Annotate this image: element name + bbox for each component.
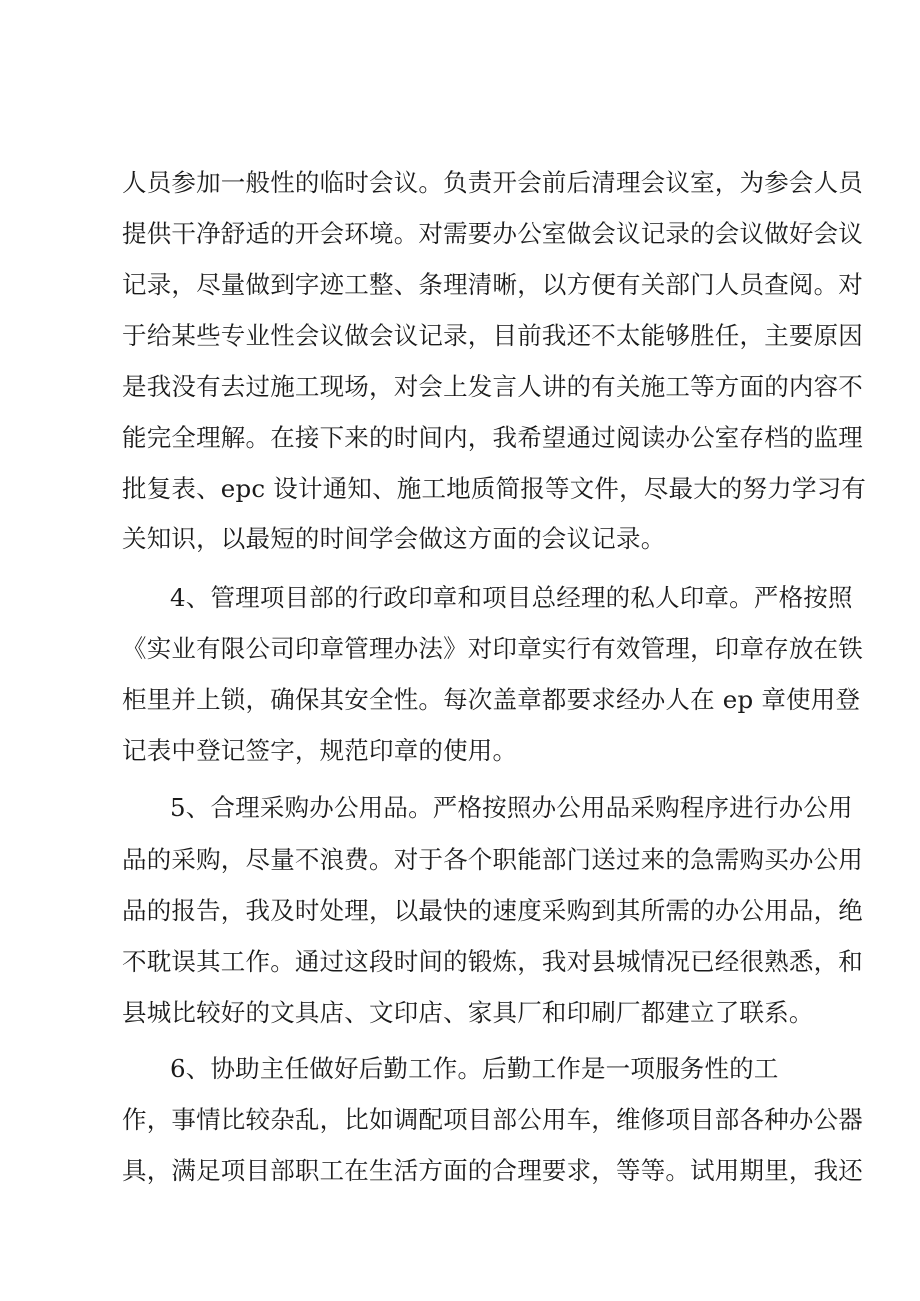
paragraph-6-first-line: 6、协助主任做好后勤工作。后勤工作是一项服务性的工 <box>170 1054 779 1083</box>
text-line: 《实业有限公司印章管理办法》对印章实行有效管理，印章存放在铁 <box>122 634 863 663</box>
text-line: 作，事情比较杂乱，比如调配项目部公用车，维修项目部各种办公器 <box>122 1105 863 1134</box>
text-line: 提供干净舒适的开会环境。对需要办公室做会议记录的会议做好会议 <box>122 219 863 248</box>
text-line: 批复表、epc 设计通知、施工地质简报等文件，尽最大的努力学习有 <box>122 474 867 503</box>
text-line: 记录，尽量做到字迹工整、条理清晰，以方便有关部门人员查阅。对 <box>122 270 863 299</box>
text-line: 具，满足项目部职工在生活方面的合理要求，等等。试用期里，我还 <box>122 1156 863 1185</box>
paragraph-5-first-line: 5、合理采购办公用品。严格按照办公用品采购程序进行办公用 <box>170 793 853 822</box>
text-line: 于给某些专业性会议做会议记录，目前我还不太能够胜任，主要原因 <box>122 321 863 350</box>
text-line: 不耽误其工作。通过这段时间的锻炼，我对县城情况已经很熟悉，和 <box>122 947 863 976</box>
text-line: 是我没有去过施工现场，对会上发言人讲的有关施工等方面的内容不 <box>122 372 863 401</box>
text-line: 关知识，以最短的时间学会做这方面的会议记录。 <box>122 524 666 553</box>
paragraph-4-first-line: 4、管理项目部的行政印章和项目总经理的私人印章。严格按照 <box>170 583 853 612</box>
text-line: 能完全理解。在接下来的时间内，我希望通过阅读办公室存档的监理 <box>122 423 863 452</box>
text-line: 品的报告，我及时处理，以最快的速度采购到其所需的办公用品，绝 <box>122 896 863 925</box>
text-line: 记表中登记签字，规范印章的使用。 <box>122 736 518 765</box>
text-line: 县城比较好的文具店、文印店、家具厂和印刷厂都建立了联系。 <box>122 998 814 1027</box>
text-line: 人员参加一般性的临时会议。负责开会前后清理会议室，为参会人员 <box>122 168 863 197</box>
text-line: 柜里并上锁，确保其安全性。每次盖章都要求经办人在 ep 章使用登 <box>122 685 861 714</box>
text-line: 品的采购，尽量不浪费。对于各个职能部门送过来的急需购买办公用 <box>122 845 863 874</box>
